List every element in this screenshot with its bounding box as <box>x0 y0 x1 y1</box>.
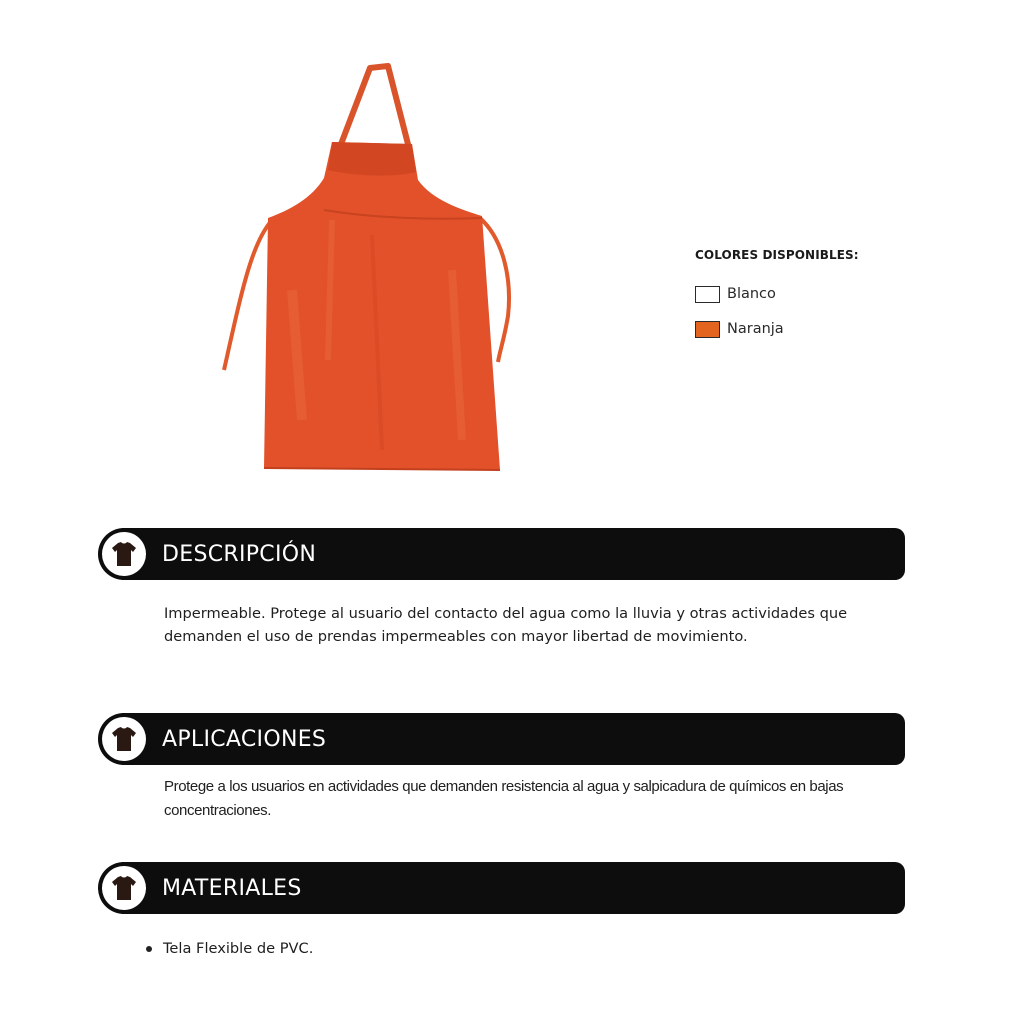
section-header-aplicaciones <box>98 713 905 765</box>
section-badge <box>98 528 150 580</box>
color-option-blanco <box>695 284 859 304</box>
text-line: Protege a los usuarios en actividades que demanden resistencia al agua y salpicadura de químicos en bajas <box>164 778 844 795</box>
color-label: Naranja <box>727 321 784 337</box>
section-badge <box>98 713 150 765</box>
section-badge <box>98 862 150 914</box>
tshirt-icon <box>109 724 139 754</box>
section-header-materiales <box>98 862 905 914</box>
text-line: Impermeable. Protege al usuario del contacto del agua como la lluvia y otras actividades que <box>164 605 848 622</box>
materiales-list <box>146 940 313 957</box>
section-title: MATERIALES <box>162 876 302 901</box>
aplicaciones-text <box>164 775 909 823</box>
section-header-descripcion <box>98 528 905 580</box>
material-text: Tela Flexible de PVC. <box>163 940 314 957</box>
color-swatch-white <box>695 286 720 303</box>
section-title: DESCRIPCIÓN <box>162 542 317 567</box>
color-option-naranja <box>695 319 859 339</box>
colors-title: COLORES DISPONIBLES: <box>695 248 859 262</box>
tshirt-icon <box>109 539 139 569</box>
text-line: demanden el uso de prendas impermeables con mayor libertad de movimiento. <box>164 628 748 645</box>
descripcion-text <box>164 602 909 648</box>
available-colors <box>695 248 859 354</box>
color-swatch-orange <box>695 321 720 338</box>
apron-image <box>212 60 532 480</box>
text-line: concentraciones. <box>164 802 272 819</box>
list-item <box>146 940 313 957</box>
color-label: Blanco <box>727 286 776 302</box>
section-title: APLICACIONES <box>162 727 327 752</box>
tshirt-icon <box>109 873 139 903</box>
bullet-icon <box>146 946 152 952</box>
